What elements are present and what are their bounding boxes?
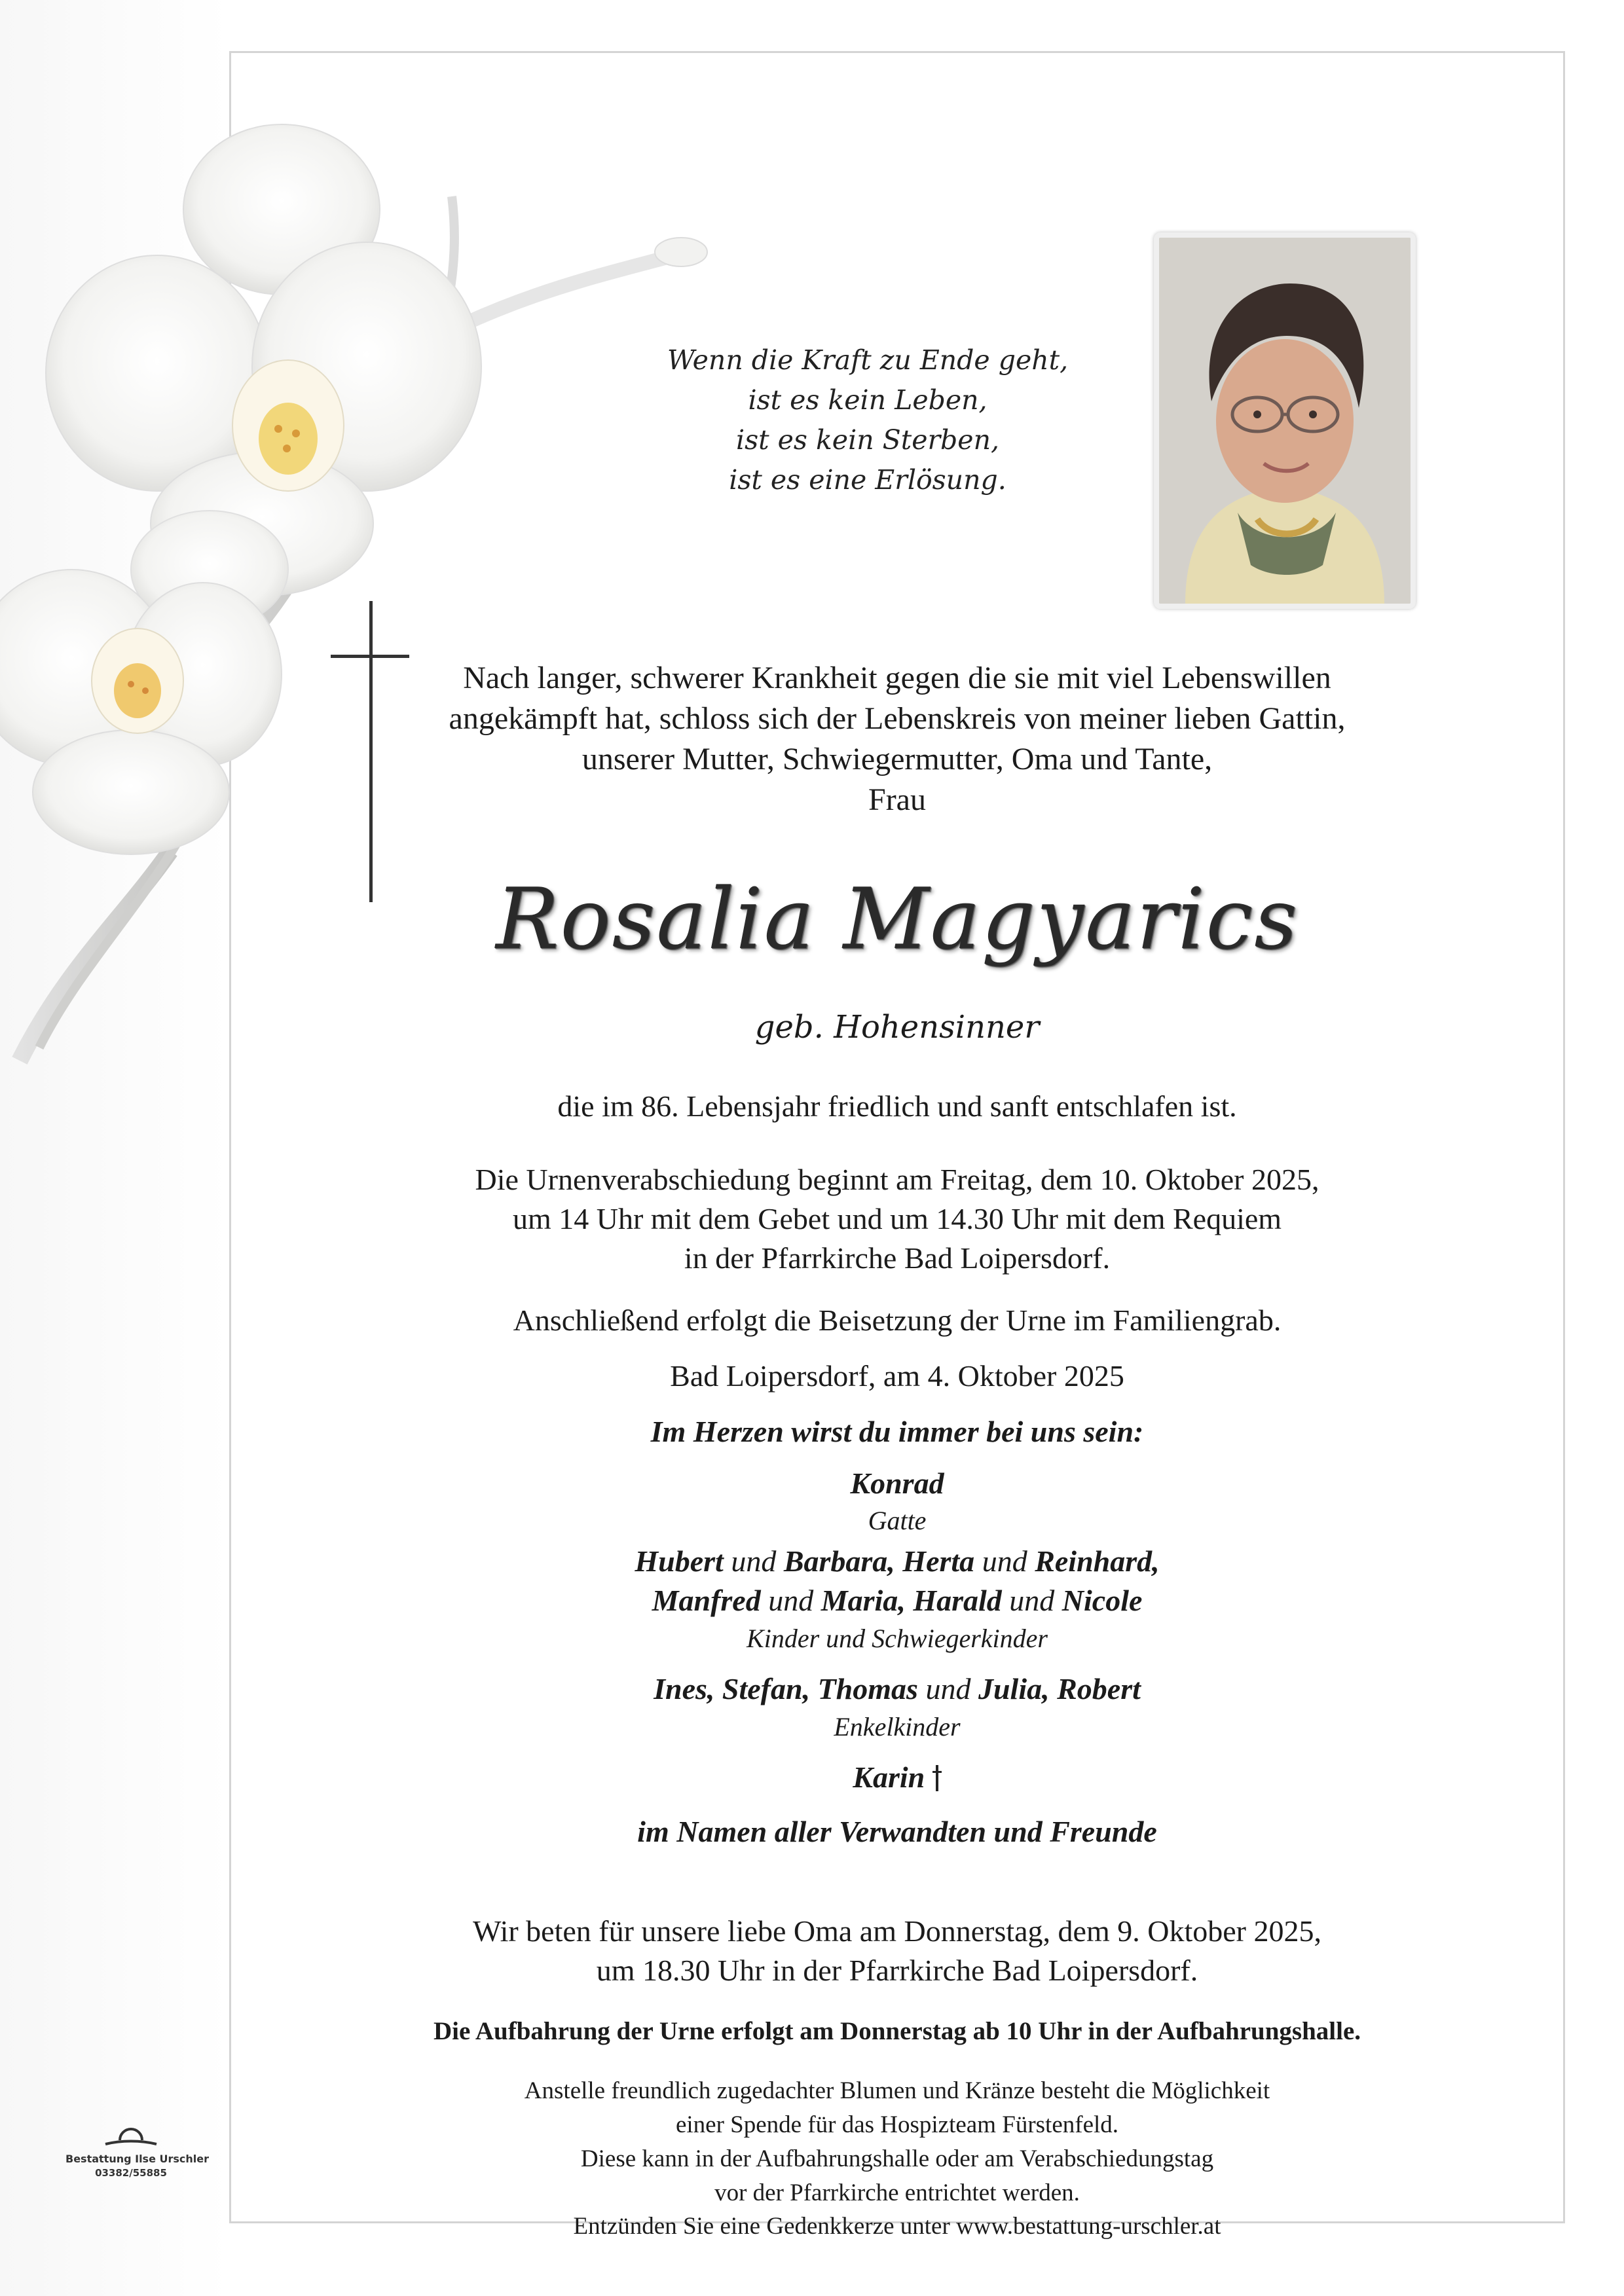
quote bbox=[645, 340, 1090, 500]
prayer-line: um 18.30 Uhr in der Pfarrkirche Bad Loipersdorf. bbox=[596, 1954, 1198, 1987]
child-name: Barbara bbox=[783, 1544, 888, 1578]
conjunction: und bbox=[723, 1544, 784, 1578]
portrait-photo bbox=[1154, 232, 1416, 609]
birth-name: geb. Hohensinner bbox=[754, 1009, 1040, 1046]
donation-line: vor der Pfarrkirche entrichtet werden. bbox=[714, 2179, 1080, 2206]
deceased-name: Rosalia Magyarics bbox=[496, 871, 1299, 968]
intro-line: unserer Mutter, Schwiegermutter, Oma und Tante, bbox=[581, 742, 1213, 776]
donation-text bbox=[314, 2074, 1480, 2210]
deceased-member-name: Karin bbox=[853, 1760, 925, 1794]
farewell-line: in der Pfarrkirche Bad Loipersdorf. bbox=[684, 1241, 1111, 1275]
conjunction: und bbox=[1001, 1584, 1062, 1617]
child-name: Herta bbox=[902, 1544, 975, 1578]
intro-line: angekämpft hat, schloss sich der Lebenskreis von meiner lieben Gattin, bbox=[449, 701, 1346, 736]
child-name: Reinhard bbox=[1035, 1544, 1153, 1578]
separator: , bbox=[887, 1544, 903, 1578]
mourner-children-role: Kinder und Schwiegerkinder bbox=[747, 1624, 1048, 1653]
conjunction: und bbox=[974, 1544, 1035, 1578]
grandchild-names: Ines, Stefan, Thomas bbox=[654, 1672, 918, 1705]
prayer-line: Wir beten für unsere liebe Oma am Donnerstag, dem 9. Oktober 2025, bbox=[473, 1914, 1321, 1948]
place-date: Bad Loipersdorf, am 4. Oktober 2025 bbox=[670, 1359, 1124, 1393]
viewing-notice: Die Aufbahrung der Urne erfolgt am Donnerstag ab 10 Uhr in der Aufbahrungshalle. bbox=[433, 2017, 1361, 2045]
mourners-heading: Im Herzen wirst du immer bei uns sein: bbox=[650, 1415, 1144, 1448]
cross-icon bbox=[932, 1765, 942, 1791]
child-name: Maria bbox=[821, 1584, 898, 1617]
intro-line: Frau bbox=[868, 782, 926, 817]
separator: , bbox=[1152, 1544, 1160, 1578]
child-name: Nicole bbox=[1061, 1584, 1143, 1617]
funeral-home-name: Bestattung Ilse Urschler bbox=[65, 2153, 210, 2165]
age-line: die im 86. Lebensjahr friedlich und sanft entschlafen ist. bbox=[557, 1089, 1237, 1123]
donation-line: einer Spende für das Hospizteam Fürstenfeld. bbox=[675, 2111, 1119, 2138]
farewell-text bbox=[314, 1160, 1480, 1278]
mourner-grandchildren-role: Enkelkinder bbox=[834, 1712, 961, 1741]
burial-line: Anschließend erfolgt die Beisetzung der Urne im Familiengrab. bbox=[513, 1303, 1282, 1337]
quote-line: Wenn die Kraft zu Ende geht, bbox=[667, 344, 1069, 376]
mourner-grandchildren bbox=[314, 1669, 1480, 1709]
child-name: Manfred bbox=[652, 1584, 761, 1617]
mourner-children-line bbox=[314, 1581, 1480, 1620]
farewell-line: Die Urnenverabschiedung beginnt am Freitag, dem 10. Oktober 2025, bbox=[475, 1163, 1320, 1196]
relatives-line: im Namen aller Verwandten und Freunde bbox=[637, 1815, 1157, 1848]
funeral-home-logo bbox=[65, 2118, 210, 2179]
child-name: Hubert bbox=[635, 1544, 724, 1578]
mourner-deceased-member bbox=[314, 1758, 1480, 1797]
candle-link-text: Entzünden Sie eine Gedenkkerze unter www.bestattung-urschler.at bbox=[573, 2213, 1221, 2240]
funeral-home-phone: 03382/55885 bbox=[95, 2167, 167, 2179]
intro-text bbox=[314, 658, 1480, 820]
mourner-spouse: Konrad bbox=[850, 1467, 944, 1500]
conjunction: und bbox=[760, 1584, 821, 1617]
intro-line: Nach langer, schwerer Krankheit gegen die sie mit viel Lebenswillen bbox=[463, 661, 1331, 695]
donation-line: Diese kann in der Aufbahrungshalle oder am Verabschiedungstag bbox=[580, 2145, 1214, 2172]
quote-line: ist es kein Sterben, bbox=[735, 424, 1000, 456]
child-name: Harald bbox=[913, 1584, 1002, 1617]
quote-line: ist es kein Leben, bbox=[748, 384, 987, 416]
prayer-text bbox=[314, 1912, 1480, 1990]
funeral-home-logo-icon bbox=[101, 2118, 160, 2149]
grandchild-names: Julia, Robert bbox=[978, 1672, 1141, 1705]
mourner-children-line bbox=[314, 1542, 1480, 1581]
separator: , bbox=[898, 1584, 913, 1617]
mourner-spouse-role: Gatte bbox=[868, 1506, 927, 1535]
conjunction: und bbox=[917, 1672, 978, 1705]
farewell-line: um 14 Uhr mit dem Gebet und um 14.30 Uhr mit dem Requiem bbox=[512, 1202, 1282, 1235]
quote-line: ist es eine Erlösung. bbox=[729, 464, 1006, 496]
donation-line: Anstelle freundlich zugedachter Blumen und Kränze besteht die Möglichkeit bbox=[524, 2077, 1270, 2104]
